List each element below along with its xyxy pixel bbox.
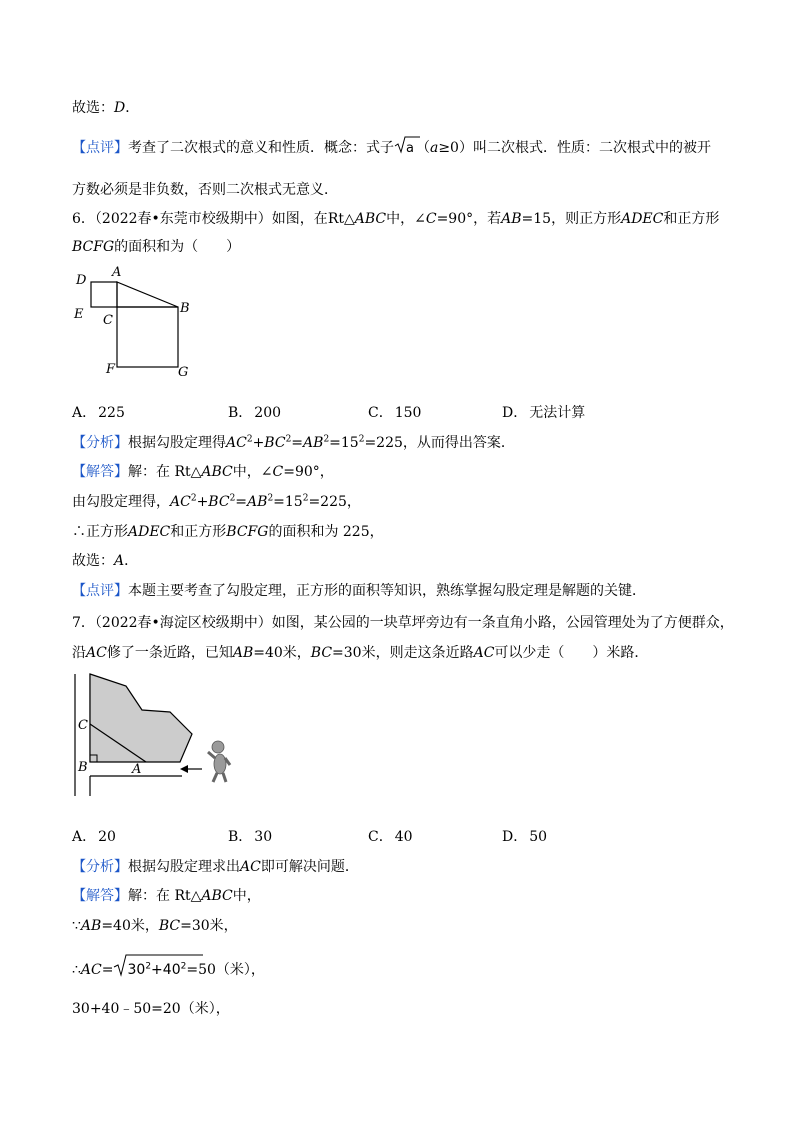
prev-comment-line-1: 【点评】考查了二次根式的意义和性质．概念：式子 a （a≥0）叫二次根式．性质：二次根式中的被开 [72,138,711,159]
q6-option-c: C． 150 [368,405,422,421]
q7-answer-line-2: ∵AB=40米，BC=30米， [72,918,238,934]
label-g: G [178,365,189,380]
q6-stem-line-1: 6．（2022春•东莞市校级期中）如图，在Rt△ABC中，∠C=90°，若AB=15，则正方形ADEC和正方形 [72,211,720,227]
q7-park-figure [70,672,250,800]
prev-choose-line: 故选：D． [72,100,140,116]
q7-option-a: A． 20 [72,829,116,845]
label-a: A [112,265,122,280]
q7-answer-line-3: ∴AC= $30^2+40^2=50$（米）， [72,960,265,980]
q6-answer-line-2: 由勾股定理得，$AC^2+BC^2=AB^2=15^2=225$， [72,493,361,510]
square-bcfg [117,307,178,367]
arrow-head-icon [180,765,188,773]
q6-option-d: D． 无法计算 [502,405,586,421]
q6-comment: 【点评】本题主要考查了勾股定理，正方形的面积等知识，熟练掌握勾股定理是解题的关键． [72,583,646,599]
q7-stem-line-1: 7．（2022春•海淀区校级期中）如图，某公园的一块草坪旁边有一条直角小路，公园管理处为了方便群众， [72,615,734,631]
q7-stem-line-2: 沿AC修了一条近路，已知AB=40米，BC=30米，则走这条近路AC可以少走（ ）米路． [72,645,649,661]
q6-option-a: A． 225 [72,405,125,421]
prev-comment-line-2: 方数必须是非负数，否则二次根式无意义． [72,182,338,198]
walking-person-icon [208,741,230,782]
q6-option-b: B． 200 [228,405,282,421]
label-b: B [78,760,88,775]
radical-sign-icon [113,953,203,977]
comment-tag: 【点评】 [72,140,128,156]
triangle-abc [117,282,178,307]
q7-answer-line-4: 30+40﹣50=20（米）， [72,1001,230,1017]
q6-squares-figure [66,262,196,380]
lawn-area [90,674,192,762]
label-f: F [106,362,116,377]
sqrt-expression: $30^2+40^2$ [113,960,186,980]
q6-choose: 故选：A． [72,553,139,569]
q6-answer-line-3: ∴正方形ADEC和正方形BCFG的面积和为 225， [72,524,384,540]
q7-option-c: C． 40 [368,829,413,845]
q7-answer-line-1: 【解答】解：在 Rt△ABC中， [72,888,261,904]
sqrt-a: a [394,138,416,159]
label-b: B [180,301,190,316]
q7-option-b: B． 30 [228,829,273,845]
q6-stem-line-2: BCFG的面积和为（ ） [72,239,241,255]
label-a: A [132,762,142,777]
q7-option-d: D． 50 [502,829,548,845]
q6-answer-line-1: 【解答】解：在 Rt△ABC中，∠C=90°， [72,464,334,480]
label-e: E [74,307,84,322]
radical-sign-icon [394,135,420,155]
label-d: D [76,273,87,288]
square-adec [91,282,117,307]
q7-analysis: 【分析】根据勾股定理求出AC即可解决问题． [72,859,359,875]
q6-analysis: 【分析】根据勾股定理得$AC^2+BC^2=AB^2=15^2=225$，从而得出答案． [72,434,515,451]
label-c: C [103,313,113,328]
label-c: C [78,718,88,733]
